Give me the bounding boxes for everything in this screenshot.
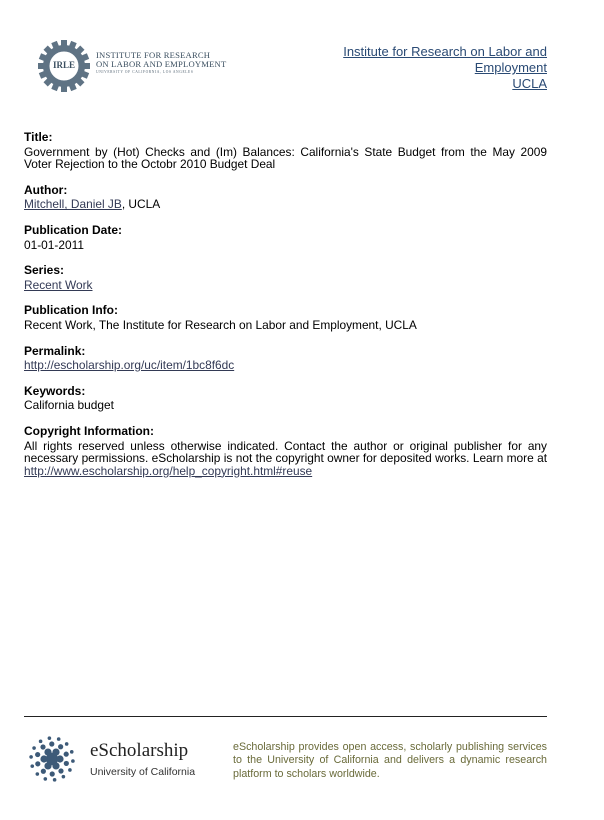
institution-link-continued[interactable]: Employment [474, 60, 547, 76]
keywords-value: California budget [24, 398, 114, 413]
author-link[interactable]: Mitchell, Daniel JB [24, 197, 122, 212]
pubinfo-label: Publication Info: [24, 303, 118, 318]
institution-link[interactable]: Institute for Research on Labor and [343, 44, 547, 59]
series-label: Series: [24, 263, 65, 278]
permalink-link[interactable]: http://escholarship.org/uc/item/1bc8f6dc [24, 358, 235, 373]
title-value: Government by (Hot) Checks and (Im) Balances: California's State Budget from the May 2009 Voter Rejection to the Octobr 2010 Budget Deal [24, 144, 547, 172]
author-label: Author: [24, 182, 68, 197]
logo-wordmark [96, 51, 226, 75]
escholarship-brand-sub: University of California [90, 766, 196, 778]
series-field [24, 264, 547, 291]
escholarship-dots-icon [26, 733, 78, 785]
logo-line-2: ON LABOR AND EMPLOYMENT [96, 59, 227, 69]
keywords-label: Keywords: [24, 383, 86, 398]
irle-logo [38, 40, 227, 96]
footer-divider [24, 716, 547, 717]
author-value [24, 198, 547, 211]
copyright-help-link[interactable]: http://www.escholarship.org/help_copyright.html#reuse [24, 463, 313, 478]
date-field [24, 224, 547, 251]
escholarship-description: eScholarship provides open access, scholarly publishing services to the University of California and delivers a dynamic research platform to scholars worldwide. [233, 741, 547, 780]
copyright-label: Copyright Information: [24, 423, 154, 438]
logo-line-3: UNIVERSITY OF CALIFORNIA, LOS ANGELES [96, 70, 194, 74]
keywords-field [24, 385, 547, 412]
logo-line-1: INSTITUTE FOR RESEARCH [96, 50, 211, 60]
copyright-text: All rights reserved unless otherwise indicated. Contact the author or original publisher for any necessary permissions. eScholarship is not the copyright owner for deposited works. Learn more at [24, 438, 547, 466]
date-label: Publication Date: [24, 222, 123, 237]
page-header [0, 0, 604, 120]
pubinfo-field [24, 304, 547, 331]
copyright-field [24, 425, 547, 477]
series-link[interactable]: Recent Work [24, 277, 93, 292]
record-details [24, 131, 547, 490]
permalink-field [24, 345, 547, 372]
escholarship-brand: eScholarship [90, 740, 189, 761]
escholarship-logo [26, 733, 226, 789]
title-field [24, 131, 547, 171]
institution-links [287, 44, 547, 93]
pubinfo-value: Recent Work, The Institute for Research on Labor and Employment, UCLA [24, 317, 417, 332]
copyright-value [24, 440, 547, 478]
logo-letters: IRLE [52, 60, 75, 70]
campus-link[interactable]: UCLA [512, 76, 547, 92]
permalink-label: Permalink: [24, 343, 86, 358]
title-label: Title: [24, 130, 53, 144]
author-field [24, 184, 547, 211]
date-value: 01-01-2011 [24, 237, 84, 252]
author-affiliation: , UCLA [121, 197, 161, 212]
